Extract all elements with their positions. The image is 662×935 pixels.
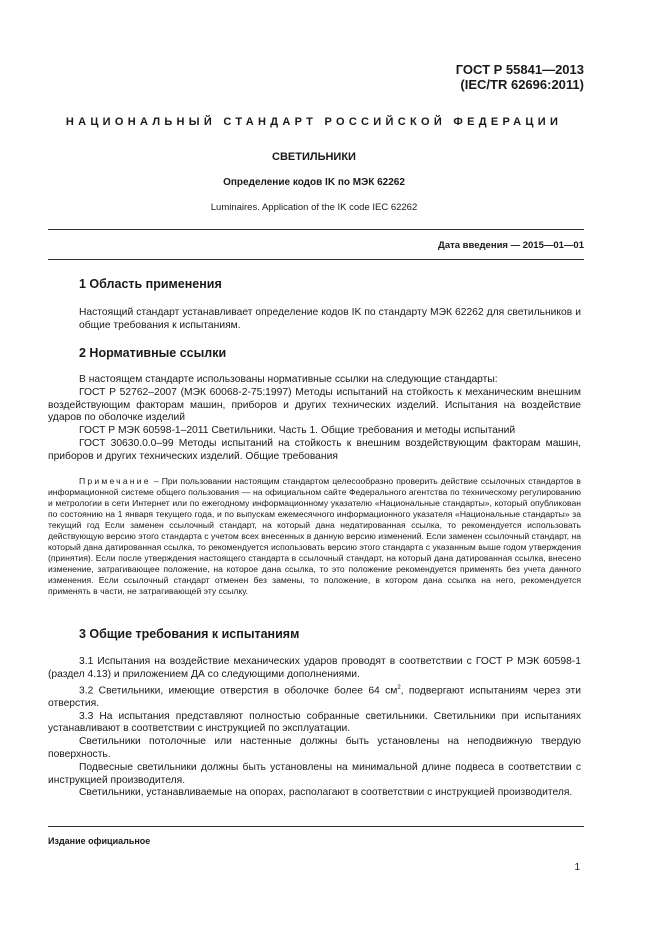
clause-3-3-pole: Светильники, устанавливаемые на опорах, располагают в соответствии с инструкцией производителя. <box>79 787 573 799</box>
introduction-date: Дата введения — 2015—01—01 <box>438 240 584 251</box>
section-1-heading: 1 Область применения <box>79 277 222 291</box>
clause-3-1: 3.1 Испытания на воздействие механических ударов проводят в соответствии с ГОСТ Р МЭК 60598-1 (раздел 4.13) и приложением ДА со следующими дополнениями. <box>48 656 581 680</box>
clause-3-2-text-start: 3.2 Светильники, имеющие отверстия в оболочке более 64 см <box>79 685 398 697</box>
iec-code: (IEC/TR 62696:2011) <box>460 77 584 92</box>
note-label: Примечание <box>79 476 151 486</box>
clause-3-2-text-end: , подвергают испытаниям через эти отверстия. <box>48 685 581 709</box>
clause-3-3: 3.3 На испытания представляют полностью собранные светильники. Светильники при испытаниях устанавливают в соответствии с инструкцией по эксплуатации. <box>48 710 581 735</box>
section-3-body <box>48 656 581 800</box>
note-text: – При пользовании настоящим стандартом целесообразно проверить действие ссылочных стандартов в информационной системе общего пользования — на официальном сайте Федерального агентства по техническому регулированию и метрологии в сети Интернет или по ежегодному информационному указателю «Национальные стандарты», который опубликован по состоянию на 1 января текущего года, и по выпускам ежемесячного информационного указателя «Национальные стандарты» за текущий год Если заменен ссылочный стандарт, на который дана недатированная ссылка, то рекомендуется использовать действующую версию этого стандарта с учетом всех внесенных в данную версию изменений. Если заменен ссылочный стандарт, на который дана датированная ссылка, то рекомендуется использовать версию этого стандарта с указанным выше годом утверждения (принятия). Если после утверждения настоящего стандарта в ссылочный стандарт, на который дана датированная ссылка, внесено изменение, затрагивающее положение, на которое дана ссылка, то это положение рекомендуется применять без учета данного изменения. Если ссылочный стандарт отменен без замены, то положение, в котором дана ссылка на него, рекомендуется применять в части, не затрагивающей эту ссылку. <box>48 476 581 596</box>
section-1-paragraph: Настоящий стандарт устанавливает определение кодов IK по стандарту МЭК 62262 для светильников и общие требования к испытаниям. <box>79 307 581 331</box>
section-2-intro: В настоящем стандарте использованы нормативные ссылки на следующие стандарты: <box>79 374 498 385</box>
clause-3-3-pendant: Подвесные светильники должны быть установлены на минимальной длине подвеса в соответствии с инструкцией производителя. <box>48 761 581 786</box>
section-2-heading: 2 Нормативные ссылки <box>79 346 227 360</box>
clause-3-2 <box>48 682 581 711</box>
section-2-body <box>48 374 581 464</box>
document-title: СВЕТИЛЬНИКИ <box>272 151 356 163</box>
normative-reference: ГОСТ Р МЭК 60598-1–2011 Светильники. Часть 1. Общие требования и методы испытаний <box>79 425 516 437</box>
national-standard-title: НАЦИОНАЛЬНЫЙ СТАНДАРТ РОССИЙСКОЙ ФЕДЕРАЦИИ <box>65 116 563 128</box>
clause-3-2-superscript: 2 <box>397 684 401 691</box>
normative-reference: ГОСТ 30630.0.0–99 Методы испытаний на стойкость к внешним воздействующим факторам машин, приборов и других технических изделий. Общие требования <box>48 437 581 462</box>
section-3-heading: 3 Общие требования к испытаниям <box>79 627 300 641</box>
divider-date <box>48 259 584 260</box>
normative-reference: ГОСТ Р 52762–2007 (МЭК 60068-2-75:1997) Методы испытаний на стойкость к механическим внешним воздействующим факторам машин, приборов и других технических изделий. Испытания на воздействие ударов по оболочке изделий <box>48 386 581 424</box>
standard-code: ГОСТ Р 55841—2013 <box>455 62 584 77</box>
section-2-note <box>48 476 581 597</box>
official-edition-label: Издание официальное <box>48 836 151 846</box>
divider-top <box>48 229 584 230</box>
divider-footer <box>48 826 584 827</box>
document-title-english: Luminaires. Application of the IK code IEC 62262 <box>210 202 418 213</box>
standard-code-block <box>456 62 584 92</box>
document-subtitle: Определение кодов IK по МЭК 62262 <box>223 177 405 188</box>
page-number: 1 <box>574 862 580 873</box>
section-1-body <box>79 307 581 333</box>
clause-3-3-ceiling: Светильники потолочные или настенные должны быть установлены на неподвижную твердую поверхность. <box>48 736 581 760</box>
